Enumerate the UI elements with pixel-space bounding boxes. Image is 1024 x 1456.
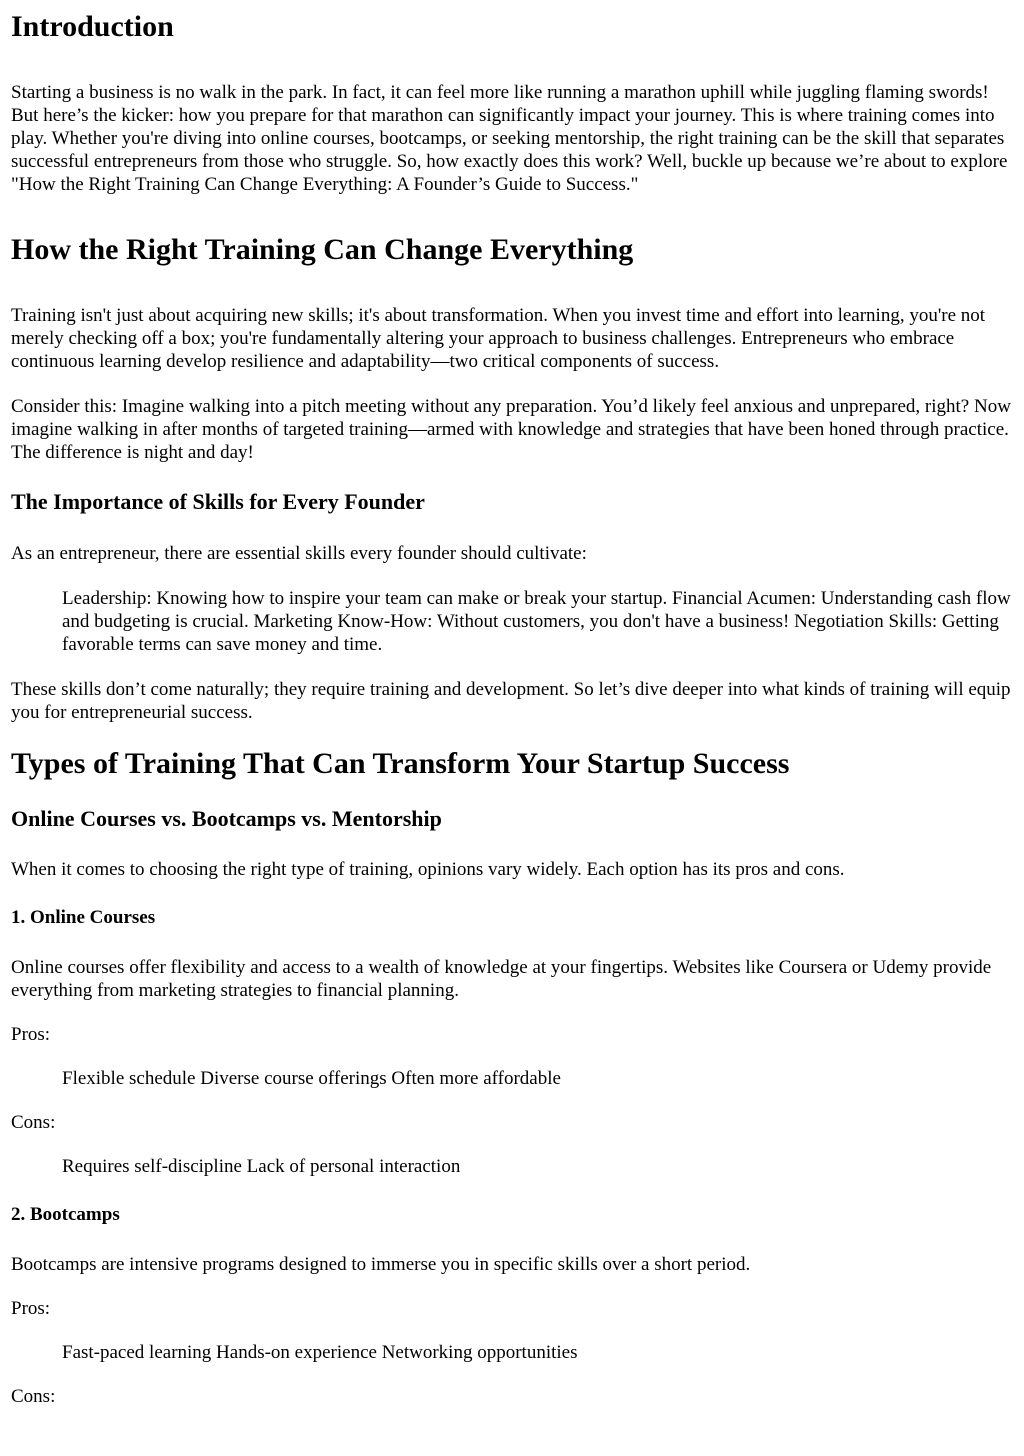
bootcamps-cons-label: Cons:	[11, 1386, 56, 1407]
heading-courses-vs-bootcamps-vs-mentorship: Online Courses vs. Bootcamps vs. Mentorship	[11, 806, 442, 831]
paragraph-introduction: Starting a business is no walk in the park. In fact, it can feel more like running a marathon uphill while juggling flaming swords! But here’s the kicker: how you prepare for that marathon can significantly impact your journey. This is where training comes into play. Whether you're diving into online courses, bootcamps, or seeking mentorship, the right training can be the skill that separates successful entrepreneurs from those who struggle. So, how exactly does this work? Well, buckle up because we’re about to explore "How the Right Training Can Change Everything: A Founder’s Guide to Success."	[11, 82, 1008, 195]
bootcamps-pros-label: Pros:	[11, 1298, 51, 1319]
article	[0, 10, 1024, 1408]
heading-training-change: How the Right Training Can Change Everything	[11, 233, 634, 266]
heading-introduction: Introduction	[11, 10, 174, 43]
paragraph-training-transformation: Training isn't just about acquiring new skills; it's about transformation. When you invest time and effort into learning, you're not merely checking off a box; you're fundamentally altering your approach to business challenges. Entrepreneurs who embrace continuous learning develop resilience and adaptability—two critical components of success.	[11, 305, 986, 372]
paragraph-pitch-meeting: Consider this: Imagine walking into a pitch meeting without any preparation. You’d likely feel anxious and unprepared, right? Now imagine walking in after months of targeted training—armed with knowledge and strategies that have been honed through practice. The difference is night and day!	[11, 396, 1011, 463]
online-cons-list: Requires self-discipline Lack of personal interaction	[62, 1156, 461, 1177]
paragraph-skills-intro: As an entrepreneur, there are essential skills every founder should cultivate:	[11, 543, 587, 564]
heading-bootcamps: 2. Bootcamps	[11, 1204, 120, 1225]
heading-importance-of-skills: The Importance of Skills for Every Founder	[11, 489, 425, 514]
paragraph-bootcamps: Bootcamps are intensive programs designed to immerse you in specific skills over a short period.	[11, 1254, 751, 1275]
paragraph-skills-outro: These skills don’t come naturally; they require training and development. So let’s dive deeper into what kinds of training will equip you for entrepreneurial success.	[11, 679, 1011, 723]
online-cons-label: Cons:	[11, 1112, 56, 1133]
paragraph-online-courses: Online courses offer flexibility and access to a wealth of knowledge at your fingertips. Websites like Coursera or Udemy provide everything from marketing strategies to financial planning.	[11, 957, 992, 1001]
heading-types-of-training: Types of Training That Can Transform Your Startup Success	[11, 747, 790, 780]
bootcamps-pros-list: Fast-paced learning Hands-on experience Networking opportunities	[62, 1342, 578, 1363]
skills-list: Leadership: Knowing how to inspire your team can make or break your startup. Financial Acumen: Understanding cash flow and budgeting is crucial. Marketing Know-How: Without customers, you don't have a business! Negotiation Skills: Getting favorable terms can save money and time.	[62, 588, 1011, 655]
online-pros-list: Flexible schedule Diverse course offerings Often more affordable	[62, 1068, 561, 1089]
paragraph-types-intro: When it comes to choosing the right type of training, opinions vary widely. Each option has its pros and cons.	[11, 859, 845, 880]
heading-online-courses: 1. Online Courses	[11, 907, 156, 928]
online-pros-label: Pros:	[11, 1024, 51, 1045]
